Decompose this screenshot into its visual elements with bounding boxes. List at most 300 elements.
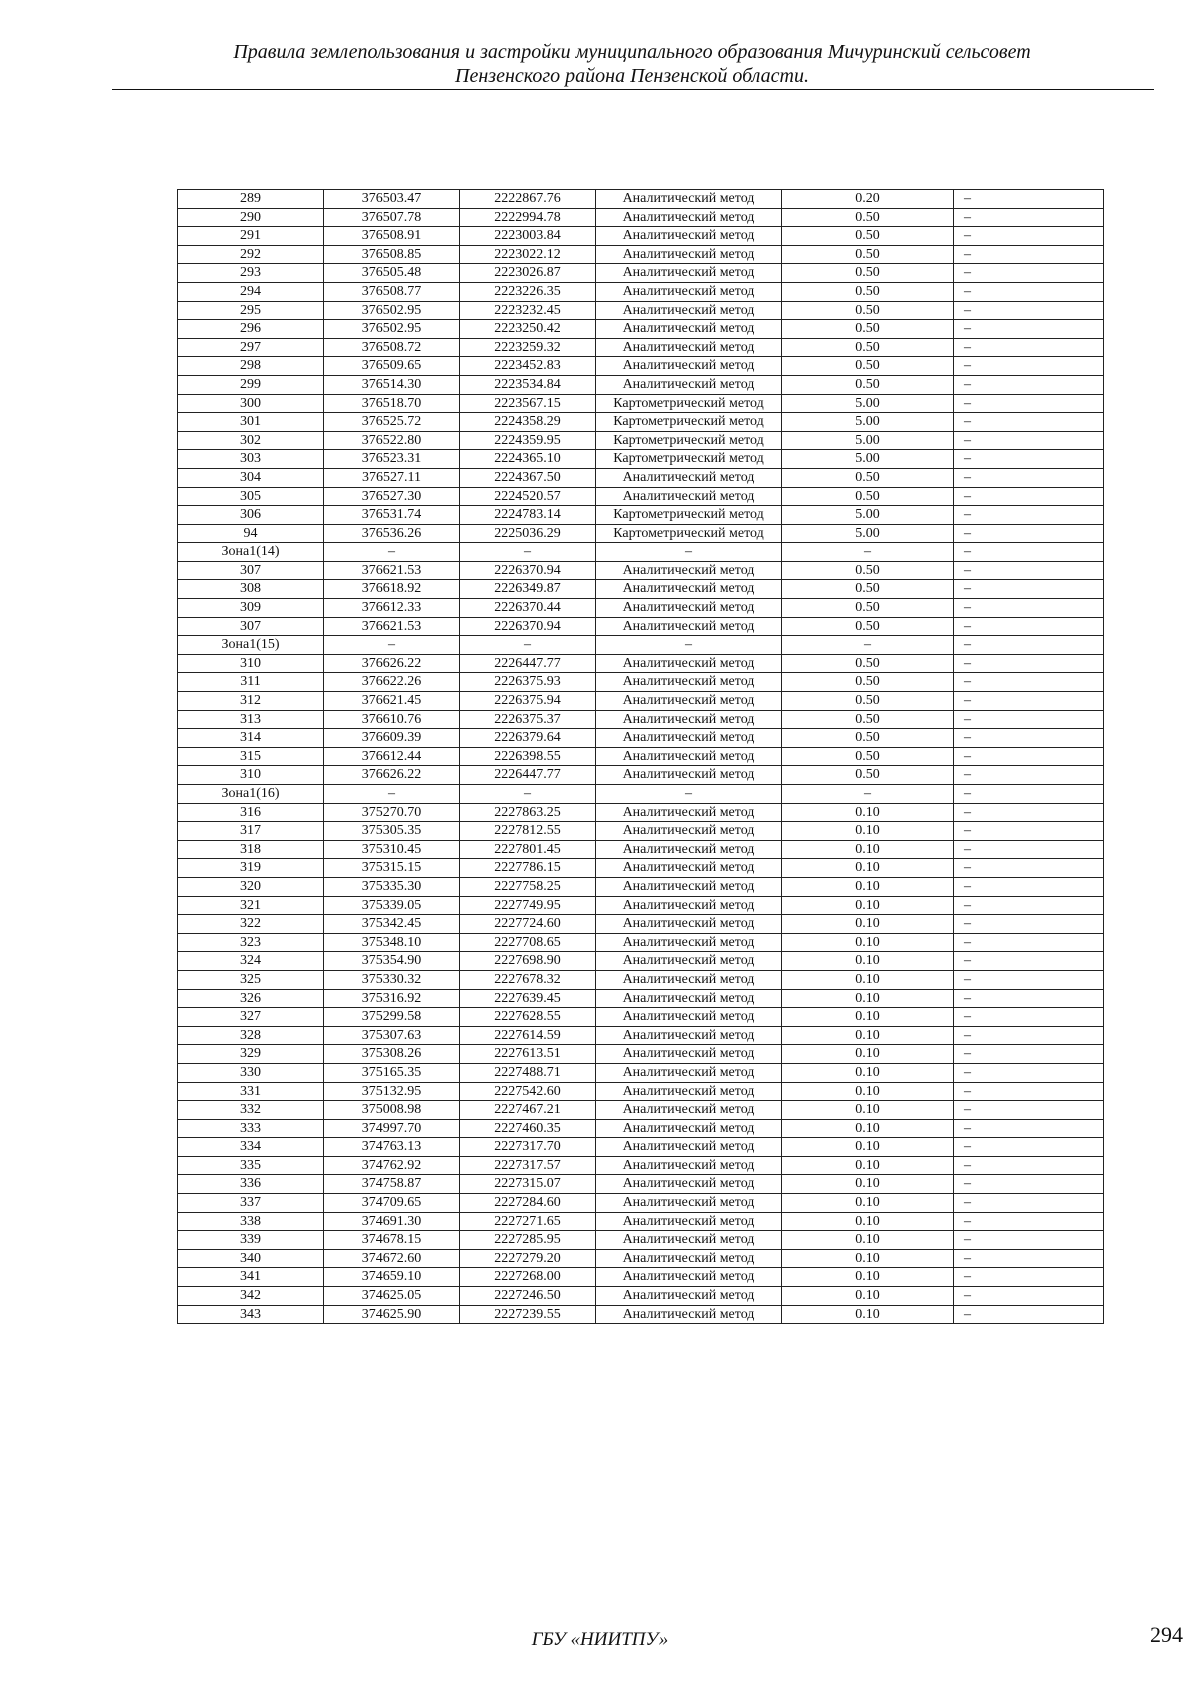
cell-accuracy: 0.50 bbox=[782, 654, 954, 673]
cell-y-coordinate: 2224783.14 bbox=[460, 506, 596, 525]
cell-point-number: 298 bbox=[178, 357, 324, 376]
cell-x-coordinate: 374691.30 bbox=[324, 1212, 460, 1231]
cell-y-coordinate: 2223534.84 bbox=[460, 375, 596, 394]
cell-note: – bbox=[954, 1212, 1104, 1231]
cell-accuracy: 0.50 bbox=[782, 766, 954, 785]
cell-accuracy: 0.50 bbox=[782, 282, 954, 301]
cell-x-coordinate: 374678.15 bbox=[324, 1231, 460, 1250]
header-title-line-2: Пензенского района Пензенской области. bbox=[455, 65, 809, 87]
cell-accuracy: 0.50 bbox=[782, 561, 954, 580]
cell-method: Аналитический метод bbox=[596, 190, 782, 209]
cell-note: – bbox=[954, 450, 1104, 469]
cell-y-coordinate: 2227614.59 bbox=[460, 1026, 596, 1045]
cell-x-coordinate: 375316.92 bbox=[324, 989, 460, 1008]
cell-accuracy: 0.50 bbox=[782, 729, 954, 748]
table-row bbox=[178, 468, 1104, 487]
cell-x-coordinate: 376508.85 bbox=[324, 245, 460, 264]
cell-accuracy: 0.10 bbox=[782, 1249, 954, 1268]
table-row bbox=[178, 1231, 1104, 1250]
cell-accuracy: 0.50 bbox=[782, 617, 954, 636]
cell-method: Аналитический метод bbox=[596, 1249, 782, 1268]
cell-x-coordinate: 376503.47 bbox=[324, 190, 460, 209]
cell-y-coordinate: 2224359.95 bbox=[460, 431, 596, 450]
cell-method: Картометрический метод bbox=[596, 394, 782, 413]
cell-accuracy: 0.50 bbox=[782, 245, 954, 264]
coordinates-table bbox=[177, 189, 1104, 1324]
cell-accuracy: 0.50 bbox=[782, 320, 954, 339]
cell-y-coordinate: 2227801.45 bbox=[460, 840, 596, 859]
table-row bbox=[178, 673, 1104, 692]
cell-note: – bbox=[954, 692, 1104, 711]
cell-x-coordinate: 375307.63 bbox=[324, 1026, 460, 1045]
cell-y-coordinate: 2227542.60 bbox=[460, 1082, 596, 1101]
cell-point-number: 311 bbox=[178, 673, 324, 692]
cell-accuracy: 5.00 bbox=[782, 506, 954, 525]
cell-y-coordinate: 2227698.90 bbox=[460, 952, 596, 971]
cell-point-number: 293 bbox=[178, 264, 324, 283]
cell-point-number: 292 bbox=[178, 245, 324, 264]
cell-accuracy: 0.50 bbox=[782, 580, 954, 599]
cell-y-coordinate: 2226375.94 bbox=[460, 692, 596, 711]
cell-y-coordinate: 2226370.94 bbox=[460, 561, 596, 580]
cell-accuracy: 0.50 bbox=[782, 227, 954, 246]
cell-point-number: 295 bbox=[178, 301, 324, 320]
cell-y-coordinate: 2227285.95 bbox=[460, 1231, 596, 1250]
cell-note: – bbox=[954, 952, 1104, 971]
cell-point-number: 341 bbox=[178, 1268, 324, 1287]
table-row bbox=[178, 524, 1104, 543]
cell-note: – bbox=[954, 636, 1104, 655]
cell-y-coordinate: 2226447.77 bbox=[460, 766, 596, 785]
table-row bbox=[178, 543, 1104, 562]
cell-method: Аналитический метод bbox=[596, 933, 782, 952]
table-row bbox=[178, 245, 1104, 264]
cell-note: – bbox=[954, 822, 1104, 841]
cell-x-coordinate: 374762.92 bbox=[324, 1156, 460, 1175]
cell-x-coordinate: 375339.05 bbox=[324, 896, 460, 915]
cell-x-coordinate: 375330.32 bbox=[324, 970, 460, 989]
cell-point-number: 322 bbox=[178, 915, 324, 934]
cell-method: Аналитический метод bbox=[596, 1119, 782, 1138]
cell-accuracy: 0.10 bbox=[782, 1026, 954, 1045]
table-row bbox=[178, 338, 1104, 357]
cell-method: Аналитический метод bbox=[596, 599, 782, 618]
cell-method: Аналитический метод bbox=[596, 1026, 782, 1045]
cell-note: – bbox=[954, 282, 1104, 301]
cell-point-number: 314 bbox=[178, 729, 324, 748]
cell-method: Аналитический метод bbox=[596, 1175, 782, 1194]
cell-x-coordinate: 376612.33 bbox=[324, 599, 460, 618]
table-row bbox=[178, 822, 1104, 841]
table-row bbox=[178, 394, 1104, 413]
table-row bbox=[178, 1082, 1104, 1101]
cell-y-coordinate: 2227613.51 bbox=[460, 1045, 596, 1064]
cell-accuracy: 5.00 bbox=[782, 413, 954, 432]
cell-accuracy: 0.50 bbox=[782, 710, 954, 729]
cell-accuracy: 0.10 bbox=[782, 822, 954, 841]
cell-accuracy: 0.10 bbox=[782, 1231, 954, 1250]
cell-accuracy: – bbox=[782, 543, 954, 562]
table-row bbox=[178, 729, 1104, 748]
cell-x-coordinate: 376618.92 bbox=[324, 580, 460, 599]
cell-accuracy: 0.10 bbox=[782, 859, 954, 878]
cell-point-number: Зона1(16) bbox=[178, 785, 324, 804]
cell-point-number: 324 bbox=[178, 952, 324, 971]
cell-note: – bbox=[954, 190, 1104, 209]
cell-accuracy: 0.50 bbox=[782, 357, 954, 376]
cell-y-coordinate: – bbox=[460, 636, 596, 655]
cell-x-coordinate: 376508.77 bbox=[324, 282, 460, 301]
cell-note: – bbox=[954, 673, 1104, 692]
cell-note: – bbox=[954, 896, 1104, 915]
cell-accuracy: 0.10 bbox=[782, 1175, 954, 1194]
cell-point-number: 327 bbox=[178, 1008, 324, 1027]
table-row bbox=[178, 301, 1104, 320]
cell-x-coordinate: 376505.48 bbox=[324, 264, 460, 283]
table-row bbox=[178, 1045, 1104, 1064]
cell-method: Аналитический метод bbox=[596, 1063, 782, 1082]
cell-point-number: 338 bbox=[178, 1212, 324, 1231]
cell-accuracy: 0.50 bbox=[782, 487, 954, 506]
table-row bbox=[178, 227, 1104, 246]
cell-point-number: 300 bbox=[178, 394, 324, 413]
cell-method: Аналитический метод bbox=[596, 1231, 782, 1250]
cell-accuracy: 0.10 bbox=[782, 1008, 954, 1027]
cell-x-coordinate: 376621.45 bbox=[324, 692, 460, 711]
cell-accuracy: 0.10 bbox=[782, 1212, 954, 1231]
cell-method: Аналитический метод bbox=[596, 1082, 782, 1101]
cell-method: Картометрический метод bbox=[596, 450, 782, 469]
cell-y-coordinate: 2227268.00 bbox=[460, 1268, 596, 1287]
cell-y-coordinate: 2224358.29 bbox=[460, 413, 596, 432]
table-row bbox=[178, 1212, 1104, 1231]
cell-point-number: 329 bbox=[178, 1045, 324, 1064]
cell-note: – bbox=[954, 245, 1104, 264]
cell-accuracy: 0.10 bbox=[782, 1101, 954, 1120]
table-row bbox=[178, 766, 1104, 785]
cell-x-coordinate: 376514.30 bbox=[324, 375, 460, 394]
cell-point-number: 294 bbox=[178, 282, 324, 301]
cell-x-coordinate: 375008.98 bbox=[324, 1101, 460, 1120]
cell-point-number: 318 bbox=[178, 840, 324, 859]
cell-method: Аналитический метод bbox=[596, 989, 782, 1008]
cell-point-number: 342 bbox=[178, 1287, 324, 1306]
cell-note: – bbox=[954, 301, 1104, 320]
cell-y-coordinate: 2227279.20 bbox=[460, 1249, 596, 1268]
cell-y-coordinate: 2226375.93 bbox=[460, 673, 596, 692]
cell-note: – bbox=[954, 580, 1104, 599]
cell-y-coordinate: 2226398.55 bbox=[460, 747, 596, 766]
table-row bbox=[178, 450, 1104, 469]
cell-point-number: 330 bbox=[178, 1063, 324, 1082]
cell-accuracy: 0.50 bbox=[782, 692, 954, 711]
cell-method: Аналитический метод bbox=[596, 915, 782, 934]
cell-note: – bbox=[954, 989, 1104, 1008]
cell-point-number: 334 bbox=[178, 1138, 324, 1157]
cell-point-number: 321 bbox=[178, 896, 324, 915]
cell-y-coordinate: 2227749.95 bbox=[460, 896, 596, 915]
page-number: 294 bbox=[1150, 1622, 1183, 1647]
cell-note: – bbox=[954, 208, 1104, 227]
table-row bbox=[178, 803, 1104, 822]
cell-method: – bbox=[596, 543, 782, 562]
table-row bbox=[178, 896, 1104, 915]
cell-point-number: 310 bbox=[178, 654, 324, 673]
cell-x-coordinate: 375354.90 bbox=[324, 952, 460, 971]
cell-point-number: 340 bbox=[178, 1249, 324, 1268]
cell-y-coordinate: 2227488.71 bbox=[460, 1063, 596, 1082]
cell-point-number: 304 bbox=[178, 468, 324, 487]
cell-y-coordinate: 2227708.65 bbox=[460, 933, 596, 952]
cell-point-number: 313 bbox=[178, 710, 324, 729]
cell-y-coordinate: – bbox=[460, 543, 596, 562]
cell-y-coordinate: 2227786.15 bbox=[460, 859, 596, 878]
cell-accuracy: 0.10 bbox=[782, 877, 954, 896]
cell-method: Аналитический метод bbox=[596, 877, 782, 896]
cell-accuracy: 0.10 bbox=[782, 1119, 954, 1138]
cell-y-coordinate: 2227239.55 bbox=[460, 1305, 596, 1324]
cell-point-number: 296 bbox=[178, 320, 324, 339]
cell-accuracy: 5.00 bbox=[782, 524, 954, 543]
table-row bbox=[178, 1194, 1104, 1213]
cell-method: Аналитический метод bbox=[596, 692, 782, 711]
cell-x-coordinate: 376507.78 bbox=[324, 208, 460, 227]
cell-point-number: 332 bbox=[178, 1101, 324, 1120]
cell-y-coordinate: 2223250.42 bbox=[460, 320, 596, 339]
cell-accuracy: 0.10 bbox=[782, 1194, 954, 1213]
cell-accuracy: 0.10 bbox=[782, 840, 954, 859]
cell-point-number: 306 bbox=[178, 506, 324, 525]
table-row bbox=[178, 1156, 1104, 1175]
cell-note: – bbox=[954, 468, 1104, 487]
cell-x-coordinate: – bbox=[324, 785, 460, 804]
table-row bbox=[178, 1175, 1104, 1194]
cell-y-coordinate: 2226375.37 bbox=[460, 710, 596, 729]
table-row bbox=[178, 1138, 1104, 1157]
cell-x-coordinate: 376621.53 bbox=[324, 561, 460, 580]
cell-note: – bbox=[954, 859, 1104, 878]
cell-x-coordinate: 376609.39 bbox=[324, 729, 460, 748]
cell-y-coordinate: 2227271.65 bbox=[460, 1212, 596, 1231]
cell-y-coordinate: 2227284.60 bbox=[460, 1194, 596, 1213]
cell-method: Аналитический метод bbox=[596, 282, 782, 301]
cell-accuracy: 0.50 bbox=[782, 375, 954, 394]
cell-method: Аналитический метод bbox=[596, 357, 782, 376]
cell-x-coordinate: 376527.11 bbox=[324, 468, 460, 487]
cell-note: – bbox=[954, 803, 1104, 822]
cell-note: – bbox=[954, 599, 1104, 618]
table-row bbox=[178, 710, 1104, 729]
cell-note: – bbox=[954, 320, 1104, 339]
cell-accuracy: 0.10 bbox=[782, 1287, 954, 1306]
cell-x-coordinate: 376531.74 bbox=[324, 506, 460, 525]
cell-x-coordinate: 376621.53 bbox=[324, 617, 460, 636]
cell-x-coordinate: – bbox=[324, 636, 460, 655]
cell-accuracy: – bbox=[782, 785, 954, 804]
cell-y-coordinate: 2223226.35 bbox=[460, 282, 596, 301]
cell-note: – bbox=[954, 227, 1104, 246]
cell-x-coordinate: 375315.15 bbox=[324, 859, 460, 878]
cell-accuracy: 0.50 bbox=[782, 264, 954, 283]
table-row bbox=[178, 413, 1104, 432]
cell-accuracy: 0.10 bbox=[782, 952, 954, 971]
table-row bbox=[178, 1268, 1104, 1287]
cell-y-coordinate: – bbox=[460, 785, 596, 804]
cell-method: Аналитический метод bbox=[596, 375, 782, 394]
cell-point-number: 305 bbox=[178, 487, 324, 506]
cell-y-coordinate: 2222867.76 bbox=[460, 190, 596, 209]
cell-x-coordinate: 374625.90 bbox=[324, 1305, 460, 1324]
coordinates-table-body bbox=[178, 190, 1104, 1324]
cell-note: – bbox=[954, 1305, 1104, 1324]
cell-note: – bbox=[954, 1287, 1104, 1306]
cell-accuracy: 0.50 bbox=[782, 468, 954, 487]
cell-accuracy: 5.00 bbox=[782, 394, 954, 413]
cell-note: – bbox=[954, 1249, 1104, 1268]
cell-point-number: 328 bbox=[178, 1026, 324, 1045]
cell-y-coordinate: 2227467.21 bbox=[460, 1101, 596, 1120]
cell-x-coordinate: 374659.10 bbox=[324, 1268, 460, 1287]
cell-y-coordinate: 2227317.70 bbox=[460, 1138, 596, 1157]
cell-accuracy: 0.10 bbox=[782, 989, 954, 1008]
cell-y-coordinate: 2226370.44 bbox=[460, 599, 596, 618]
cell-point-number: 291 bbox=[178, 227, 324, 246]
cell-method: Аналитический метод bbox=[596, 747, 782, 766]
cell-method: Аналитический метод bbox=[596, 1138, 782, 1157]
cell-method: Аналитический метод bbox=[596, 1268, 782, 1287]
cell-note: – bbox=[954, 1268, 1104, 1287]
cell-point-number: 331 bbox=[178, 1082, 324, 1101]
cell-y-coordinate: 2223567.15 bbox=[460, 394, 596, 413]
cell-x-coordinate: 376522.80 bbox=[324, 431, 460, 450]
cell-method: Аналитический метод bbox=[596, 896, 782, 915]
cell-point-number: 326 bbox=[178, 989, 324, 1008]
table-row bbox=[178, 617, 1104, 636]
cell-accuracy: – bbox=[782, 636, 954, 655]
cell-point-number: 310 bbox=[178, 766, 324, 785]
cell-y-coordinate: 2224520.57 bbox=[460, 487, 596, 506]
cell-method: Аналитический метод bbox=[596, 561, 782, 580]
cell-x-coordinate: 375270.70 bbox=[324, 803, 460, 822]
cell-x-coordinate: 376612.44 bbox=[324, 747, 460, 766]
table-row bbox=[178, 915, 1104, 934]
cell-point-number: Зона1(15) bbox=[178, 636, 324, 655]
cell-note: – bbox=[954, 394, 1104, 413]
cell-y-coordinate: 2227724.60 bbox=[460, 915, 596, 934]
cell-method: Аналитический метод bbox=[596, 1008, 782, 1027]
page-header bbox=[112, 40, 1152, 88]
cell-method: Аналитический метод bbox=[596, 338, 782, 357]
cell-note: – bbox=[954, 338, 1104, 357]
cell-x-coordinate: 375305.35 bbox=[324, 822, 460, 841]
cell-y-coordinate: 2225036.29 bbox=[460, 524, 596, 543]
cell-note: – bbox=[954, 1156, 1104, 1175]
table-row bbox=[178, 357, 1104, 376]
cell-note: – bbox=[954, 1119, 1104, 1138]
table-row bbox=[178, 1305, 1104, 1324]
cell-x-coordinate: 376610.76 bbox=[324, 710, 460, 729]
table-row bbox=[178, 375, 1104, 394]
cell-note: – bbox=[954, 1231, 1104, 1250]
cell-method: Аналитический метод bbox=[596, 1287, 782, 1306]
cell-y-coordinate: 2223026.87 bbox=[460, 264, 596, 283]
cell-point-number: 309 bbox=[178, 599, 324, 618]
table-row bbox=[178, 264, 1104, 283]
cell-method: Аналитический метод bbox=[596, 617, 782, 636]
cell-accuracy: 0.50 bbox=[782, 208, 954, 227]
cell-method: Аналитический метод bbox=[596, 729, 782, 748]
cell-method: Аналитический метод bbox=[596, 468, 782, 487]
cell-y-coordinate: 2223022.12 bbox=[460, 245, 596, 264]
cell-note: – bbox=[954, 747, 1104, 766]
cell-accuracy: 0.10 bbox=[782, 896, 954, 915]
cell-x-coordinate: 376508.72 bbox=[324, 338, 460, 357]
cell-accuracy: 0.10 bbox=[782, 803, 954, 822]
cell-x-coordinate: 376502.95 bbox=[324, 301, 460, 320]
cell-y-coordinate: 2227628.55 bbox=[460, 1008, 596, 1027]
cell-method: Аналитический метод bbox=[596, 1101, 782, 1120]
cell-x-coordinate: 376626.22 bbox=[324, 654, 460, 673]
cell-method: Аналитический метод bbox=[596, 245, 782, 264]
cell-note: – bbox=[954, 1175, 1104, 1194]
table-row bbox=[178, 190, 1104, 209]
cell-x-coordinate: 374709.65 bbox=[324, 1194, 460, 1213]
cell-note: – bbox=[954, 1082, 1104, 1101]
cell-y-coordinate: 2227758.25 bbox=[460, 877, 596, 896]
cell-point-number: Зона1(14) bbox=[178, 543, 324, 562]
cell-method: Аналитический метод bbox=[596, 264, 782, 283]
cell-method: Аналитический метод bbox=[596, 673, 782, 692]
cell-note: – bbox=[954, 543, 1104, 562]
cell-accuracy: 0.10 bbox=[782, 1268, 954, 1287]
cell-y-coordinate: 2227315.07 bbox=[460, 1175, 596, 1194]
cell-x-coordinate: 376536.26 bbox=[324, 524, 460, 543]
cell-method: Аналитический метод bbox=[596, 580, 782, 599]
cell-point-number: 307 bbox=[178, 561, 324, 580]
cell-accuracy: 0.50 bbox=[782, 338, 954, 357]
cell-method: Аналитический метод bbox=[596, 803, 782, 822]
cell-x-coordinate: 375310.45 bbox=[324, 840, 460, 859]
cell-point-number: 290 bbox=[178, 208, 324, 227]
table-row bbox=[178, 747, 1104, 766]
cell-note: – bbox=[954, 1138, 1104, 1157]
table-row bbox=[178, 506, 1104, 525]
table-row bbox=[178, 320, 1104, 339]
cell-method: – bbox=[596, 785, 782, 804]
cell-x-coordinate: 375342.45 bbox=[324, 915, 460, 934]
cell-x-coordinate: 376626.22 bbox=[324, 766, 460, 785]
table-row bbox=[178, 487, 1104, 506]
cell-point-number: 335 bbox=[178, 1156, 324, 1175]
cell-x-coordinate: 375165.35 bbox=[324, 1063, 460, 1082]
header-title-line-1: Правила землепользования и застройки муниципального образования Мичуринский сельсовет bbox=[233, 41, 1031, 63]
cell-point-number: 312 bbox=[178, 692, 324, 711]
table-row bbox=[178, 1101, 1104, 1120]
cell-point-number: 333 bbox=[178, 1119, 324, 1138]
cell-note: – bbox=[954, 431, 1104, 450]
cell-point-number: 317 bbox=[178, 822, 324, 841]
table-row bbox=[178, 877, 1104, 896]
cell-note: – bbox=[954, 654, 1104, 673]
cell-accuracy: 0.50 bbox=[782, 747, 954, 766]
cell-x-coordinate: 376508.91 bbox=[324, 227, 460, 246]
cell-method: Аналитический метод bbox=[596, 710, 782, 729]
cell-point-number: 299 bbox=[178, 375, 324, 394]
cell-x-coordinate: 374758.87 bbox=[324, 1175, 460, 1194]
cell-x-coordinate: 374997.70 bbox=[324, 1119, 460, 1138]
cell-x-coordinate: 375308.26 bbox=[324, 1045, 460, 1064]
cell-y-coordinate: 2227678.32 bbox=[460, 970, 596, 989]
